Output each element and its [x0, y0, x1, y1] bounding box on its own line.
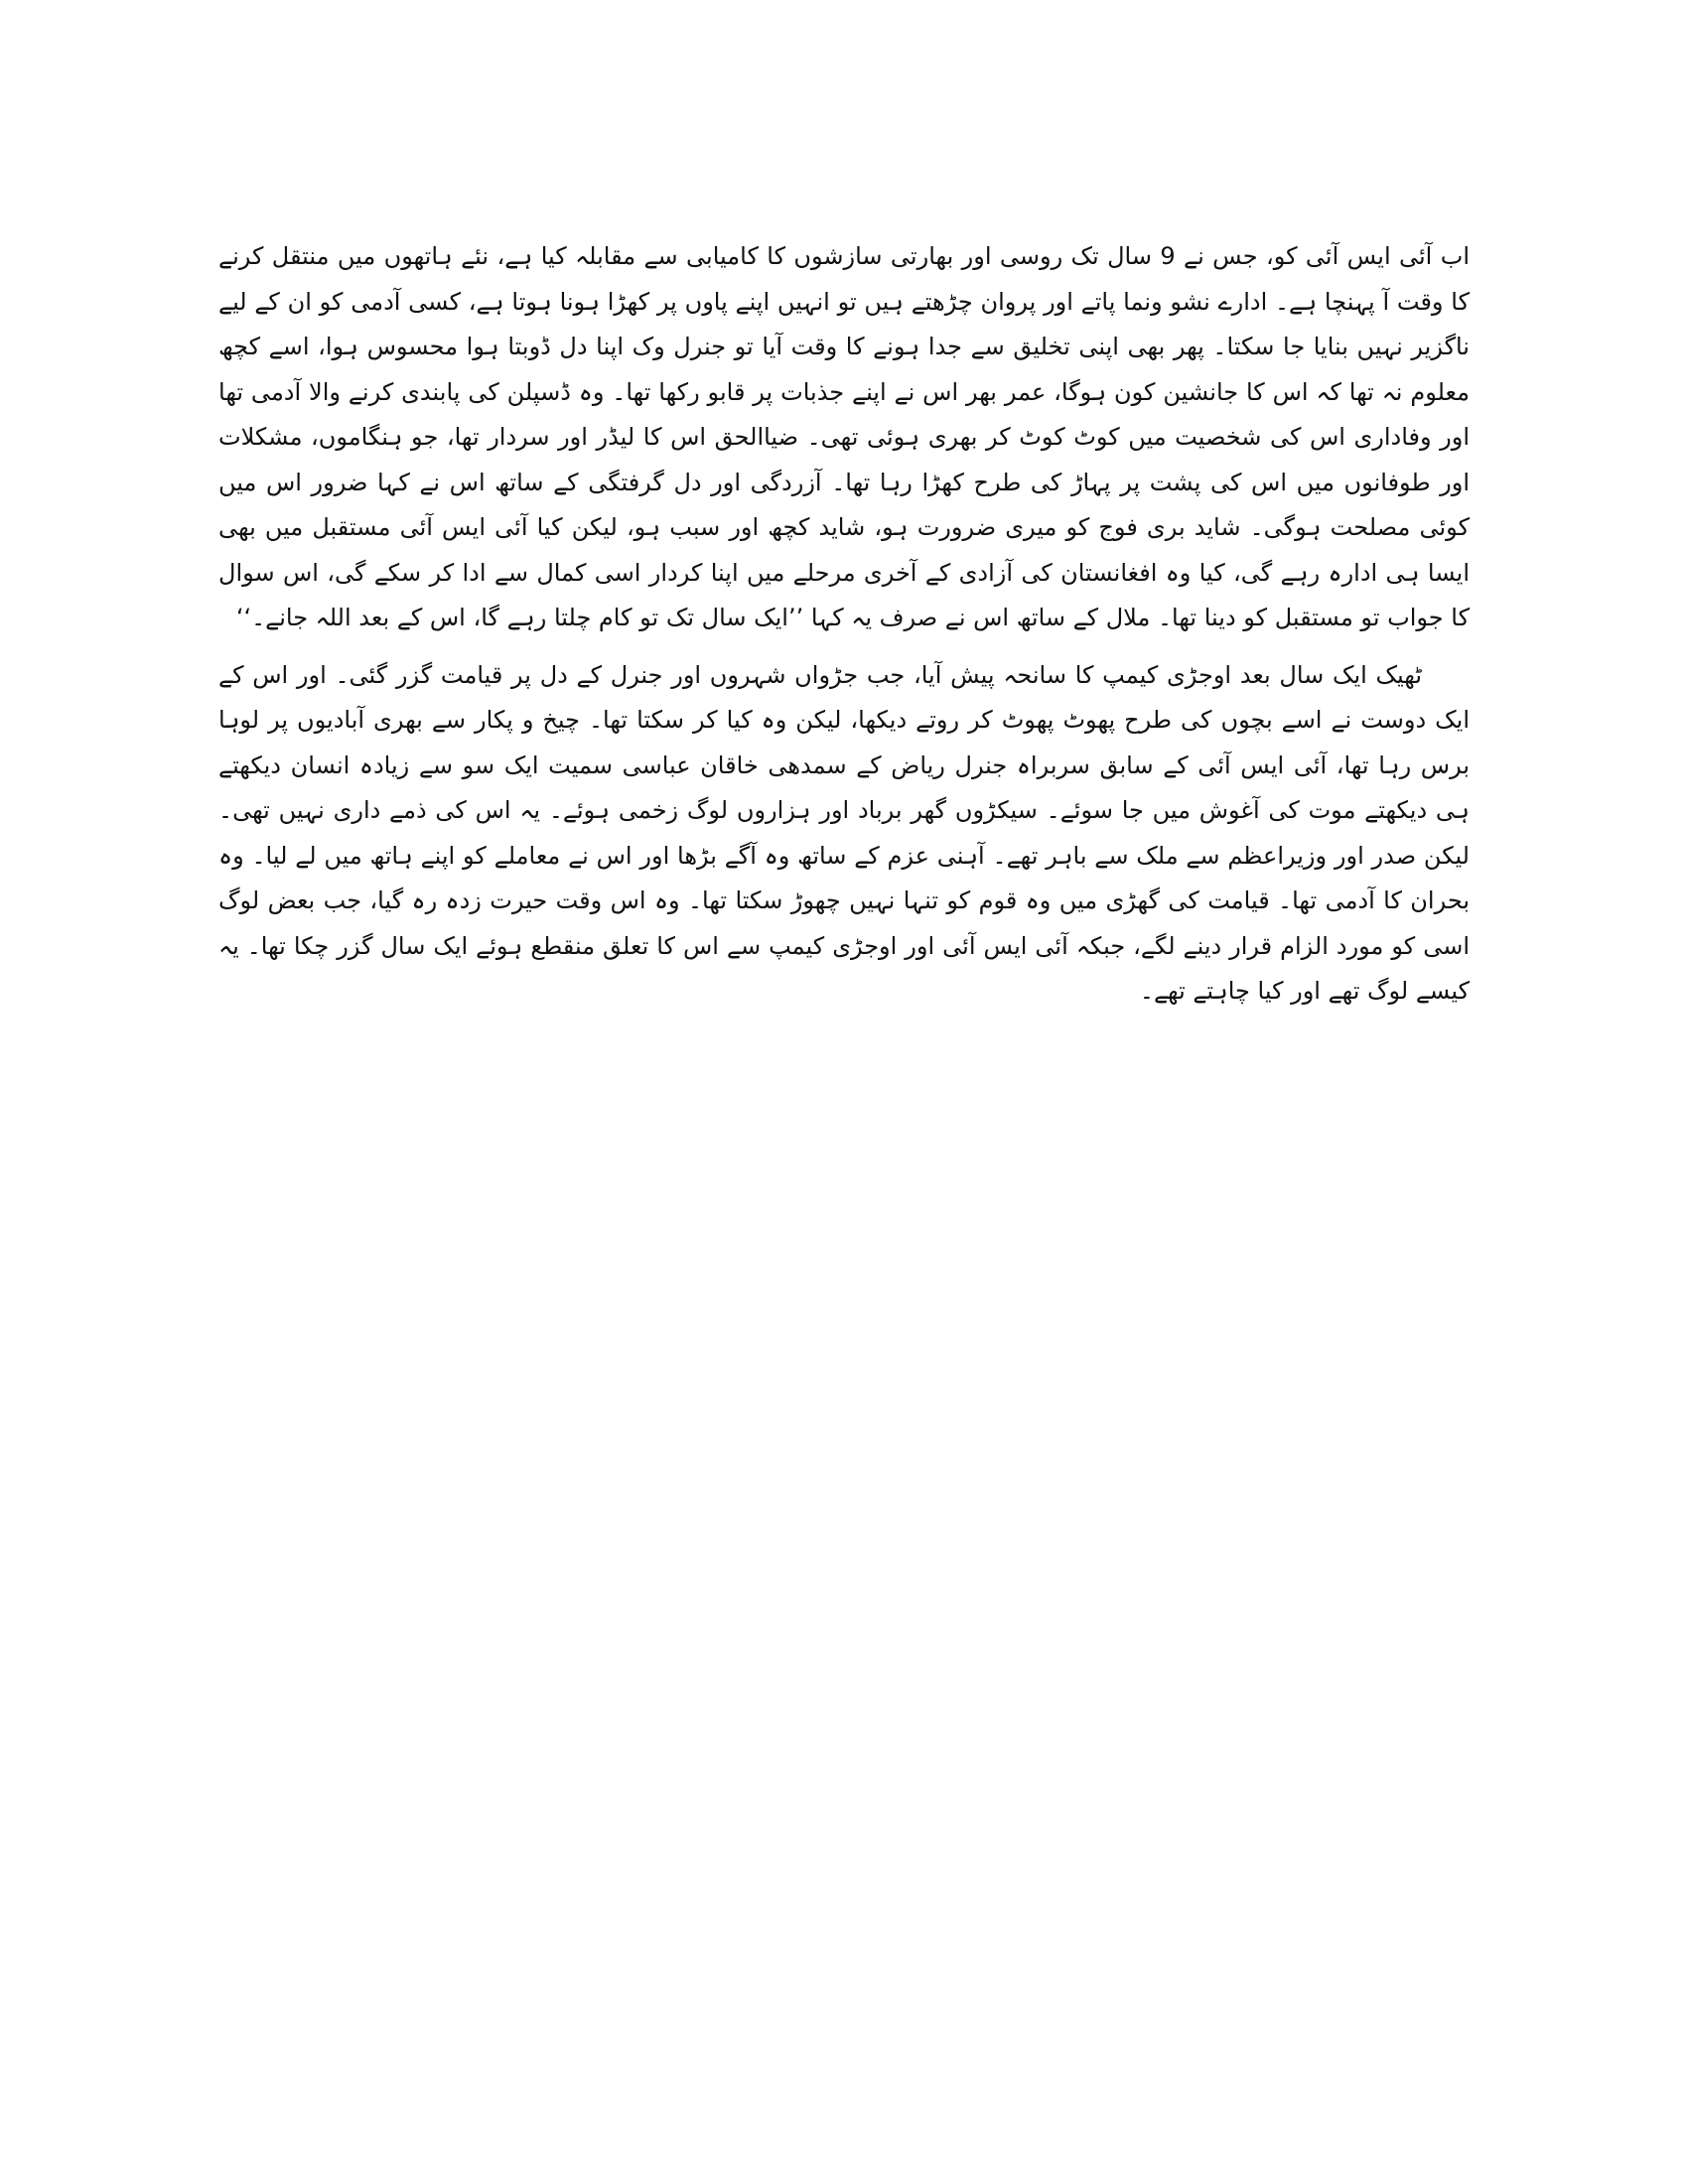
- body-text: [218, 234, 1470, 1015]
- paragraph-1: اب آئی ایس آئی کو، جس نے 9 سال تک روسی اور بھارتی سازشوں کا کامیابی سے مقابلہ کیا ہے، نئے ہاتھوں میں منتقل کرنے کا وقت آ پہنچا ہے۔ ادارے نشو ونما پاتے اور پروان چڑھتے ہیں تو انہیں اپنے پاوں پر کھڑا ہونا ہوتا ہے، کسی آدمی کو ان کے لیے ناگزیر نہیں بنایا جا سکتا۔ پھر بھی اپنی تخلیق سے جدا ہونے کا وقت آیا تو جنرل وک اپنا دل ڈوبتا ہوا محسوس ہوا، اسے کچھ معلوم نہ تھا کہ اس کا جانشین کون ہوگا، عمر بھر اس نے اپنے جذبات پر قابو رکھا تھا۔ وہ ڈسپلن کی پابندی کرنے والا آدمی تھا اور وفاداری اس کی شخصیت میں کوٹ کوٹ کر بھری ہوئی تھی۔ ضیاالحق اس کا لیڈر اور سردار تھا، جو ہنگاموں، مشکلات اور طوفانوں میں اس کی پشت پر پہاڑ کی طرح کھڑا رہا تھا۔ آزردگی اور دل گرفتگی کے ساتھ اس نے کہا ضرور اس میں کوئی مصلحت ہوگی۔ شاید بری فوج کو میری ضرورت ہو، شاید کچھ اور سبب ہو، لیکن کیا آئی ایس آئی مستقبل میں بھی ایسا ہی ادارہ رہے گی، کیا وہ افغانستان کی آزادی کے آخری مرحلے میں اپنا کردار اسی کمال سے ادا کر سکے گی، اس سوال کا جواب تو مستقبل کو دینا تھا۔ ملال کے ساتھ اس نے صرف یہ کہا ’’ایک سال تک تو کام چلتا رہے گا، اس کے بعد اللہ جانے۔‘‘: [218, 242, 1470, 631]
- paragraph-2: ٹھیک ایک سال بعد اوجڑی کیمپ کا سانحہ پیش آیا، جب جڑواں شہروں اور جنرل کے دل پر قیامت گزر گئی۔ اور اس کے ایک دوست نے اسے بچوں کی طرح پھوٹ پھوٹ کر روتے دیکھا، لیکن وہ کیا کر سکتا تھا۔ چیخ و پکار سے بھری آبادیوں پر لوہا برس رہا تھا، آئی ایس آئی کے سابق سربراہ جنرل ریاض کے سمدھی خاقان عباسی سمیت ایک سو سے زیادہ انسان دیکھتے ہی دیکھتے موت کی آغوش میں جا سوئے۔ سیکڑوں گھر برباد اور ہزاروں لوگ زخمی ہوئے۔ یہ اس کی ذمے داری نہیں تھی۔ لیکن صدر اور وزیراعظم سے ملک سے باہر تھے۔ آہنی عزم کے ساتھ وہ آگے بڑھا اور اس نے معاملے کو اپنے ہاتھ میں لے لیا۔ وہ بحران کا آدمی تھا۔ قیامت کی گھڑی میں وہ قوم کو تنہا نہیں چھوڑ سکتا تھا۔ وہ اس وقت حیرت زدہ رہ گیا، جب بعض لوگ اسی کو مورد الزام قرار دینے لگے، جبکہ آئی ایس آئی اور اوجڑی کیمپ سے اس کا تعلق منقطع ہوئے ایک سال گزر چکا تھا۔ یہ کیسے لوگ تھے اور کیا چاہتے تھے۔: [218, 660, 1470, 1005]
